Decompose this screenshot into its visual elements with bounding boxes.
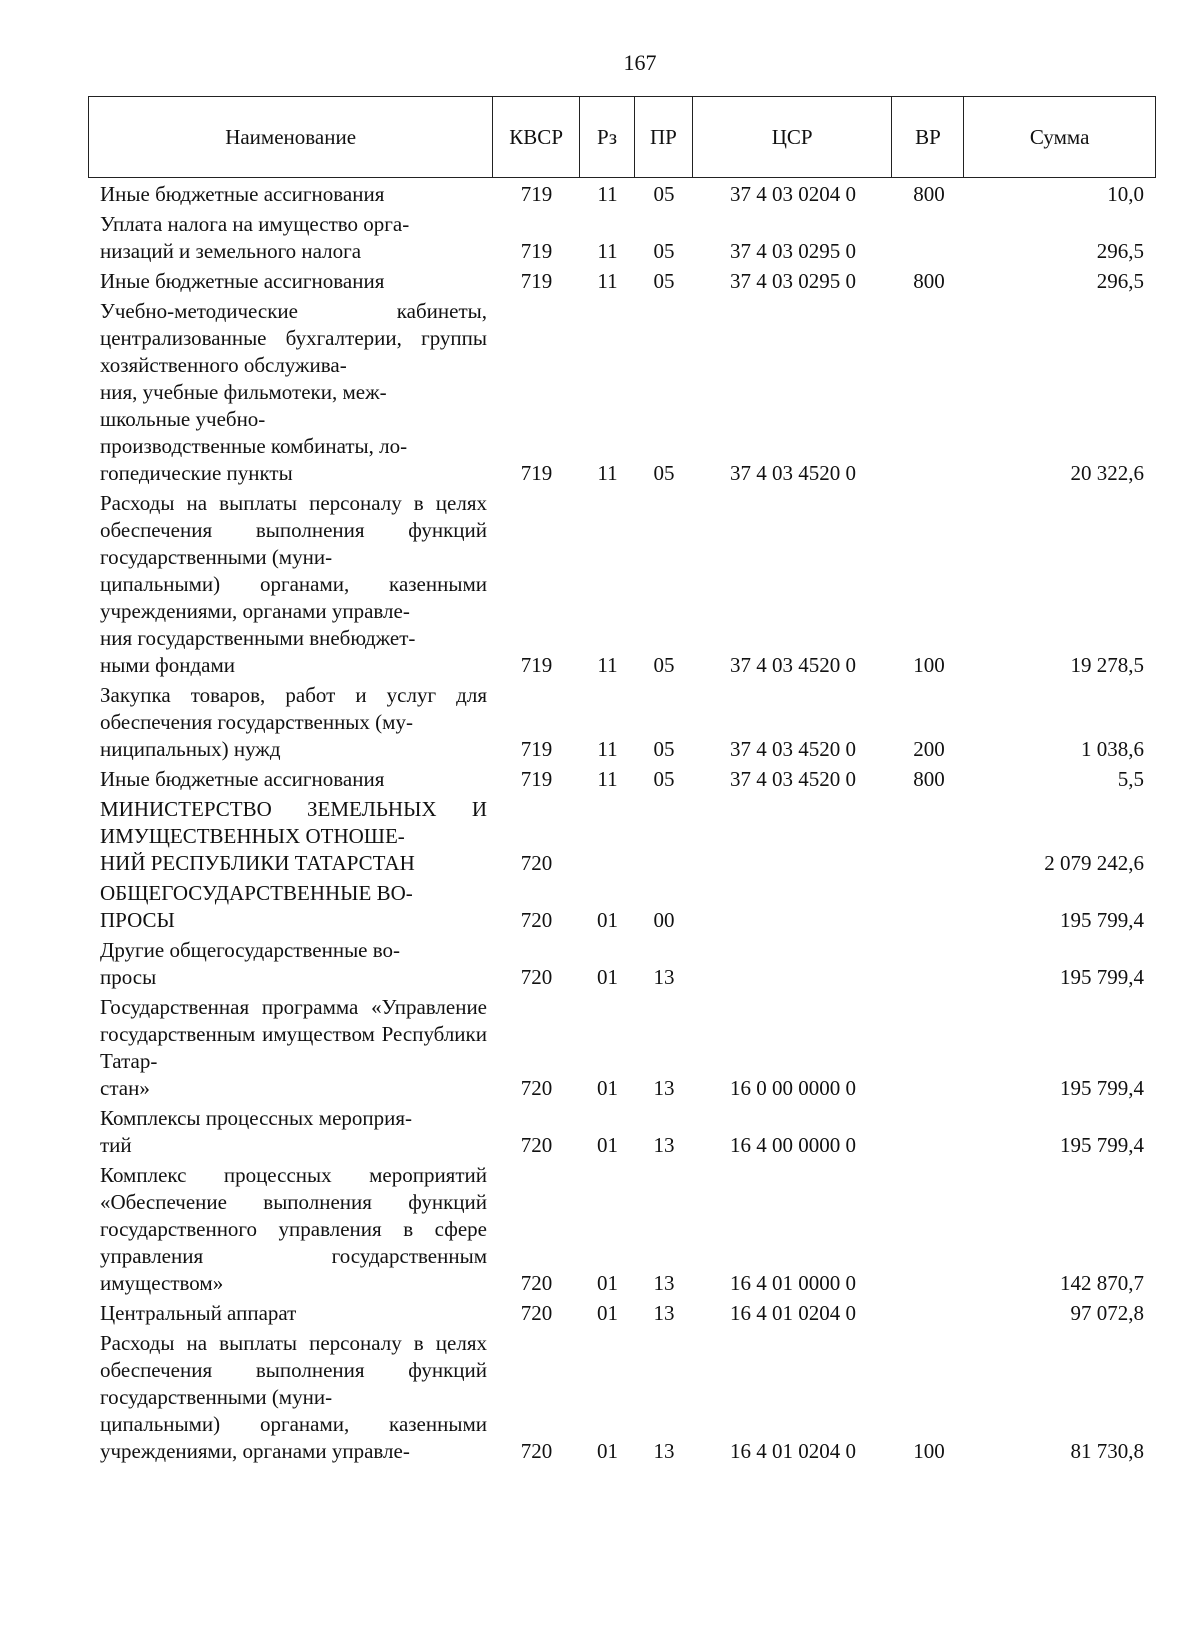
row-name: МИНИСТЕРСТВО ЗЕМЕЛЬНЫХ И ИМУЩЕСТВЕННЫХ ОТНОШЕ- НИЙ РЕСПУБЛИКИ ТАТАРСТАН bbox=[100, 797, 487, 875]
row-rz: 01 bbox=[597, 1271, 618, 1295]
row-csr: 16 0 00 0000 0 bbox=[730, 1076, 856, 1100]
row-name: Расходы на выплаты персоналу в целях обеспечения выполнения функций государственными (муни- ципальными) органами, казенными учреждениями, органами управле- bbox=[100, 1331, 487, 1463]
row-kvsr: 720 bbox=[520, 908, 553, 932]
table-row bbox=[88, 877, 1156, 934]
table-row bbox=[88, 178, 1156, 208]
row-rz: 01 bbox=[597, 1301, 618, 1325]
row-kvsr: 719 bbox=[520, 653, 553, 677]
row-kvsr: 719 bbox=[520, 182, 553, 206]
table-row bbox=[88, 1297, 1156, 1327]
row-kvsr: 720 bbox=[520, 1439, 553, 1463]
row-kvsr: 720 bbox=[520, 1133, 553, 1157]
row-sum: 195 799,4 bbox=[1060, 1076, 1144, 1100]
row-csr: 37 4 03 0204 0 bbox=[730, 182, 856, 206]
row-rz: 11 bbox=[597, 767, 618, 791]
row-csr: 37 4 03 4520 0 bbox=[730, 737, 856, 761]
row-pr: 05 bbox=[653, 182, 675, 206]
header-vr: ВР bbox=[892, 97, 964, 177]
row-kvsr: 720 bbox=[520, 965, 553, 989]
row-rz: 01 bbox=[597, 1439, 618, 1463]
row-sum: 20 322,6 bbox=[1070, 461, 1144, 485]
row-pr: 05 bbox=[653, 653, 675, 677]
row-name: Закупка товаров, работ и услуг для обеспечения государственных (му- ниципальных) нужд bbox=[100, 683, 487, 761]
row-rz: 11 bbox=[597, 269, 618, 293]
row-name: Комплекс процессных мероприятий «Обеспечение выполнения функций государственного управления в сфере управления государственным имуществом» bbox=[100, 1163, 487, 1295]
header-csr: ЦСР bbox=[693, 97, 893, 177]
table-row bbox=[88, 1327, 1156, 1465]
row-pr: 05 bbox=[653, 737, 675, 761]
row-vr: 100 bbox=[913, 1439, 945, 1463]
row-pr: 00 bbox=[653, 908, 675, 932]
header-sum: Сумма bbox=[1029, 124, 1090, 149]
row-csr: 16 4 00 0000 0 bbox=[730, 1133, 856, 1157]
row-csr: 16 4 01 0000 0 bbox=[730, 1271, 856, 1295]
row-csr: 37 4 03 0295 0 bbox=[730, 239, 856, 263]
row-pr: 05 bbox=[653, 239, 675, 263]
header-rz: Рз bbox=[580, 97, 635, 177]
header-kvsr: КВСР bbox=[493, 97, 580, 177]
table-row bbox=[88, 487, 1156, 679]
row-sum: 195 799,4 bbox=[1060, 965, 1144, 989]
table-row bbox=[88, 1159, 1156, 1297]
row-rz: 11 bbox=[597, 653, 618, 677]
row-name: Иные бюджетные ассигнования bbox=[100, 182, 385, 206]
row-kvsr: 720 bbox=[520, 1271, 553, 1295]
header-name: Наименование bbox=[89, 97, 493, 177]
row-sum: 81 730,8 bbox=[1070, 1439, 1144, 1463]
row-vr: 800 bbox=[913, 767, 945, 791]
row-kvsr: 719 bbox=[520, 737, 553, 761]
table-row bbox=[88, 208, 1156, 265]
row-kvsr: 719 bbox=[520, 767, 553, 791]
row-rz: 01 bbox=[597, 1076, 618, 1100]
row-pr: 13 bbox=[653, 1076, 675, 1100]
row-name: Центральный аппарат bbox=[100, 1301, 297, 1325]
row-name: Уплата налога на имущество орга- низаций и земельного налога bbox=[100, 212, 410, 263]
row-csr: 37 4 03 4520 0 bbox=[730, 461, 856, 485]
row-rz: 11 bbox=[597, 461, 618, 485]
row-pr: 13 bbox=[653, 1271, 675, 1295]
table-row bbox=[88, 265, 1156, 295]
table-header bbox=[88, 96, 1156, 178]
row-sum: 195 799,4 bbox=[1060, 908, 1144, 932]
row-kvsr: 719 bbox=[520, 239, 553, 263]
row-sum: 142 870,7 bbox=[1060, 1271, 1144, 1295]
row-sum: 2 079 242,6 bbox=[1044, 851, 1144, 875]
row-csr: 16 4 01 0204 0 bbox=[730, 1301, 856, 1325]
table-row bbox=[88, 679, 1156, 763]
header-pr: ПР bbox=[635, 97, 693, 177]
row-name: Учебно-методические кабинеты, централизованные бухгалтерии, группы хозяйственного обслужива- ния, учебные фильмотеки, меж- школьные учебно- производственные комбинаты, ло- гопедические пункты bbox=[100, 299, 487, 485]
row-name: Иные бюджетные ассигнования bbox=[100, 269, 385, 293]
table-row bbox=[88, 295, 1156, 487]
row-name: Комплексы процессных мероприя- тий bbox=[100, 1106, 413, 1157]
row-kvsr: 719 bbox=[520, 461, 553, 485]
row-sum: 296,5 bbox=[1096, 269, 1144, 293]
row-rz: 11 bbox=[597, 182, 618, 206]
row-pr: 05 bbox=[653, 461, 675, 485]
row-vr: 100 bbox=[913, 653, 945, 677]
row-pr: 13 bbox=[653, 1301, 675, 1325]
row-kvsr: 719 bbox=[520, 269, 553, 293]
row-kvsr: 720 bbox=[520, 851, 553, 875]
row-vr: 800 bbox=[913, 182, 945, 206]
row-name: Другие общегосударственные во- просы bbox=[100, 938, 401, 989]
row-kvsr: 720 bbox=[520, 1076, 553, 1100]
row-pr: 13 bbox=[653, 1439, 675, 1463]
page-number: 167 bbox=[623, 50, 657, 75]
row-csr: 37 4 03 4520 0 bbox=[730, 767, 856, 791]
row-csr: 16 4 01 0204 0 bbox=[730, 1439, 856, 1463]
row-csr: 37 4 03 0295 0 bbox=[730, 269, 856, 293]
row-rz: 01 bbox=[597, 965, 618, 989]
row-sum: 10,0 bbox=[1107, 182, 1144, 206]
row-sum: 19 278,5 bbox=[1070, 653, 1144, 677]
table-body bbox=[88, 178, 1156, 1465]
table-row bbox=[88, 793, 1156, 877]
row-pr: 05 bbox=[653, 269, 675, 293]
row-pr: 13 bbox=[653, 1133, 675, 1157]
table-row bbox=[88, 1102, 1156, 1159]
row-name: Иные бюджетные ассигнования bbox=[100, 767, 385, 791]
row-vr: 200 bbox=[913, 737, 945, 761]
row-sum: 5,5 bbox=[1117, 767, 1144, 791]
table-row bbox=[88, 991, 1156, 1102]
row-csr: 37 4 03 4520 0 bbox=[730, 653, 856, 677]
table-row bbox=[88, 934, 1156, 991]
table-row bbox=[88, 763, 1156, 793]
row-pr: 13 bbox=[653, 965, 675, 989]
row-sum: 97 072,8 bbox=[1070, 1301, 1144, 1325]
row-name: ОБЩЕГОСУДАРСТВЕННЫЕ ВО- ПРОСЫ bbox=[100, 881, 413, 932]
row-rz: 01 bbox=[597, 908, 618, 932]
row-name: Государственная программа «Управление государственным имуществом Республики Татар- стан» bbox=[100, 995, 487, 1100]
row-vr: 800 bbox=[913, 269, 945, 293]
row-rz: 11 bbox=[597, 737, 618, 761]
row-sum: 296,5 bbox=[1096, 239, 1144, 263]
row-name: Расходы на выплаты персоналу в целях обеспечения выполнения функций государственными (муни- ципальными) органами, казенными учреждениями, органами управле- ния государственными внебюджет- ными фондами bbox=[100, 491, 487, 677]
row-rz: 01 bbox=[597, 1133, 618, 1157]
row-pr: 05 bbox=[653, 767, 675, 791]
row-sum: 195 799,4 bbox=[1060, 1133, 1144, 1157]
row-rz: 11 bbox=[597, 239, 618, 263]
row-sum: 1 038,6 bbox=[1081, 737, 1144, 761]
row-kvsr: 720 bbox=[520, 1301, 553, 1325]
